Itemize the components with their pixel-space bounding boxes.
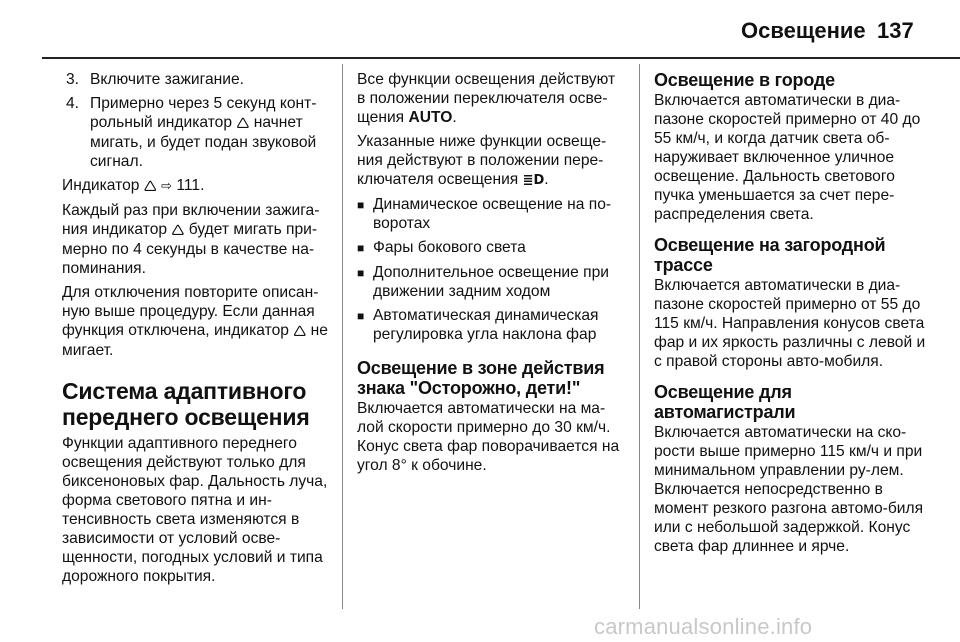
indicator-reference: Индикатор 🛆 ⇨ 111. [62, 177, 205, 194]
section-heading-city: Освещение в городе [654, 70, 835, 90]
page-number: 137 [877, 18, 914, 43]
reminder-paragraph: Каждый раз при включении зажига-ния индикатор 🛆 будет мигать при-мерно по 4 секунды в качестве на-поминания. [62, 202, 320, 277]
seatbelt-indicator-icon: 🛆 [143, 179, 157, 194]
list-item: ■ Динамическое освещение на по-воротах [357, 196, 612, 232]
seatbelt-indicator-icon: 🛆 [171, 223, 185, 238]
step-text: Примерно через 5 секунд конт-рольный индикатор 🛆 начнет мигать, и будет подан звуковой сигнал. [90, 95, 317, 170]
section-heading-afl: Система адаптивного переднего освещения [62, 378, 310, 430]
column-3 [654, 70, 930, 561]
page-reference-icon: ⇨ [161, 179, 173, 194]
city-paragraph: Включается автоматически в диа-пазоне скоростей примерно от 40 до 55 км/ч, и когда датчик света об-наруживает включенное уличное освещение. Дальность светового пучка уменьшается за счет пере-распределения света. [654, 92, 921, 223]
step-number: 4. [66, 95, 80, 112]
seatbelt-indicator-icon: 🛆 [293, 324, 307, 339]
functions-paragraph: Указанные ниже функции освеще-ния действуют в положении пере-ключателя освещения ≣D. [357, 133, 607, 188]
section-heading-children: Освещение в зоне действия знака "Осторожно, дети!" [357, 358, 605, 398]
children-paragraph: Включается автоматически на ма-лой скорости примерно до 30 км/ч. Конус света фар поворачивается на угол 8° к обочине. [357, 400, 620, 474]
country-paragraph: Включается автоматически в диа-пазоне скоростей примерно от 55 до 115 км/ч. Направления конусов света фар и их яркость различны с левой и с правой стороны авто-мобиля. [654, 277, 926, 370]
motorway-paragraph: Включается автоматически на ско-рости выше примерно 115 км/ч и при минимальном управлении ру-лем. Включается непосредственно в момент резкого разгона автомо-биля или с небольшой задержкой. Конус света фар длиннее и ярче. [654, 424, 924, 555]
bullet-icon: ■ [357, 241, 365, 255]
column-1 [62, 70, 328, 591]
auto-paragraph: Все функции освещения действуют в положении переключателя осве-щения AUTO. [357, 71, 616, 126]
page-header [0, 0, 960, 58]
page-title: Освещение [741, 18, 866, 43]
watermark: carmanualsonline.info [594, 614, 813, 639]
seatbelt-indicator-icon: 🛆 [236, 116, 250, 131]
afl-paragraph: Функции адаптивного переднего освещения действуют только для биксеноновых фар. Дальность луча, форма светового пятна и ин-тенсивность света изменяются в зависимости от условий осве-щенности, погодных условий и типа дорожного покрытия. [62, 435, 328, 585]
bullet-icon: ■ [357, 266, 365, 280]
header-rule [42, 57, 960, 59]
section-heading-motorway: Освещение для автомагистрали [654, 382, 796, 422]
step-number: 3. [66, 71, 80, 88]
list-item: ■ Дополнительное освещение при движении задним ходом [357, 264, 609, 300]
headlight-auto-icon: ≣D [522, 173, 545, 188]
column-divider-2 [639, 64, 640, 609]
step-3 [62, 70, 328, 89]
step-text: Включите зажигание. [90, 71, 244, 88]
list-item: ■ Автоматическая динамическая регулировка угла наклона фар [357, 307, 599, 343]
disable-paragraph: Для отключения повторите описан-ную выше процедуру. Если данная функция отключена, индикатор 🛆 не мигает. [62, 284, 328, 359]
column-divider-1 [342, 64, 343, 609]
step-4 [62, 94, 328, 171]
bullet-icon: ■ [357, 198, 365, 212]
bullet-icon: ■ [357, 309, 365, 323]
auto-label: AUTO [408, 109, 453, 126]
list-item: ■ Фары бокового света [357, 239, 526, 256]
column-2 [357, 70, 627, 480]
section-heading-country: Освещение на загородной трассе [654, 235, 886, 275]
